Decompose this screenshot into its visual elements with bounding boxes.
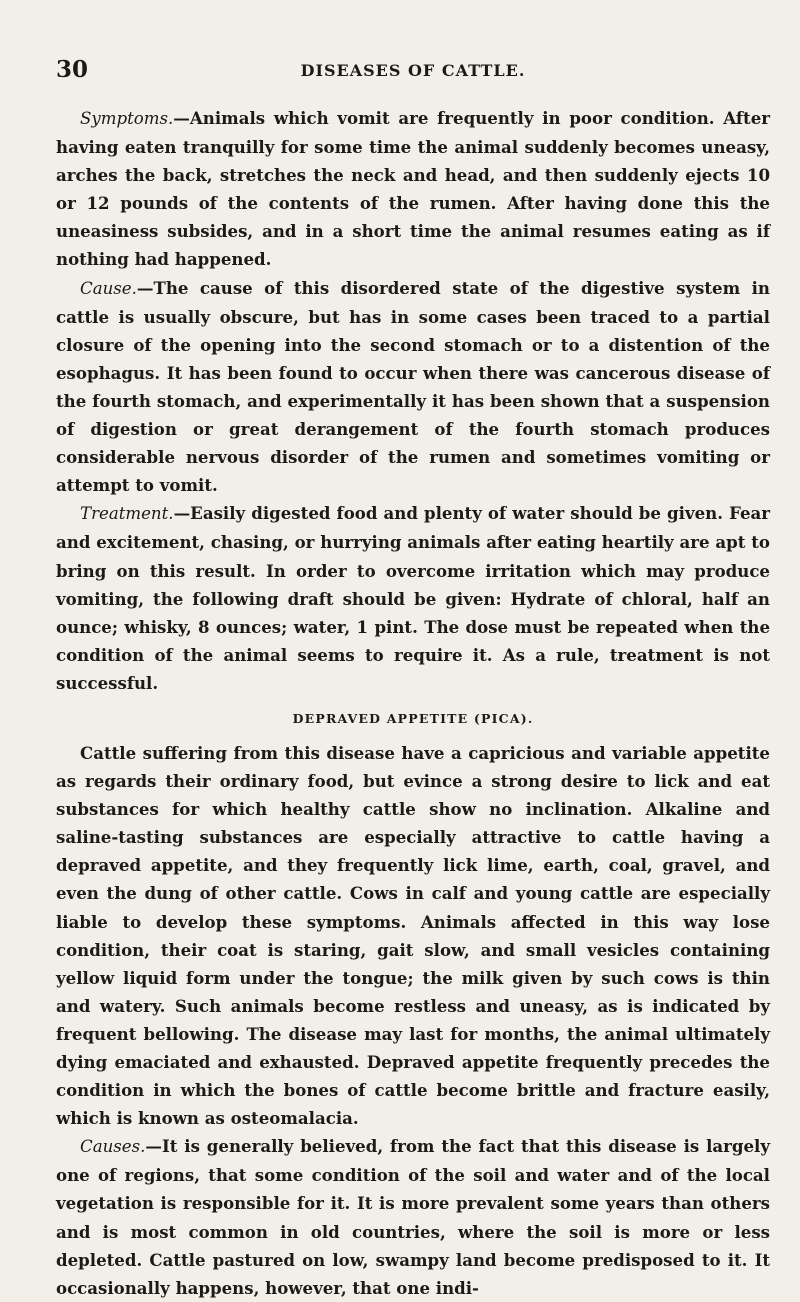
cause-text: —The cause of this disordered state of the digestive system in cattle is usually obscure, but has in some cases been traced to a partial closure of the opening into the second stomach or to a distention of the esophagus. It has been found to occur when there was cancerous disease of the fourth stomach, and experimentally it has been shown that a suspension of digestion or great derangement of the fourth stomach produces considerable nervous disorder of the rumen and sometimes vomiting or attempt to vomit. xyxy=(56,277,770,496)
cause-label: Cause. xyxy=(80,278,137,298)
page-number: 30 xyxy=(56,56,89,83)
causes-label: Causes. xyxy=(80,1137,146,1157)
vomiting-section xyxy=(56,104,770,697)
pica-section xyxy=(56,739,770,1302)
symptoms-text: —Animals which vomit are frequently in poor condition. After having eaten tranquilly for some time the animal suddenly becomes uneasy, arches the back, stretches the neck and head, and then suddenly ejects 10 or 12 pounds of the contents of the rumen. After having done this the uneasiness subsides, and in a short time the animal resumes eating as if nothing had happened. xyxy=(56,108,770,270)
symptoms-paragraph xyxy=(56,104,770,274)
book-page xyxy=(56,52,770,1302)
pica-heading: DEPRAVED APPETITE (PICA). xyxy=(292,710,534,726)
running-head xyxy=(56,52,770,92)
running-title: DISEASES OF CATTLE. xyxy=(300,61,526,80)
cause-paragraph xyxy=(56,274,770,500)
treatment-paragraph xyxy=(56,499,770,697)
treatment-text: —Easily digested food and plenty of water should be given. Fear and excitement, chasing, or hurrying animals after eating heartily are apt to bring on this result. In order to overcome irritation which may produce vomiting, the following draft should be given: Hydrate of chloral, half an ounce; whisky, 8 ounces; water, 1 pint. The dose must be repeated when the condition of the animal seems to require it. As a rule, treatment is not successful. xyxy=(56,503,770,693)
symptoms-label: Symptoms. xyxy=(80,109,174,128)
treatment-label: Treatment. xyxy=(80,504,174,524)
causes-paragraph xyxy=(56,1132,770,1302)
pica-intro-paragraph: Cattle suffering from this disease have a capricious and variable appetite as regards their ordinary food, but evince a strong desire to lick and eat substances for which healthy cattle show no inclination. Alkaline and saline-tasting substances are especially attractive to cattle having a depraved appetite, and they frequently lick lime, earth, coal, gravel, and even the dung of other cattle. Cows in calf and young cattle are especially liable to develop these symptoms. Animals affected in this way lose condition, their coat is staring, gait slow, and small vesicles containing yellow liquid form under the tongue; the milk given by such cows is thin and watery. Such animals become restless and uneasy, as is indicated by frequent bellowing. The disease may last for months, the animal ultimately dying emaciated and exhausted. Depraved appetite frequently precedes the condition in which the bones of cattle become brittle and fracture easily, which is known as osteomalacia. xyxy=(56,742,770,1129)
causes-text: —It is generally believed, from the fact that this disease is largely one of regions, that some condition of the soil and water and of the local vegetation is responsible for it. It is more prevalent some years than others and is most common in old countries, where the soil is more or less depleted. Cattle pastured on low, swampy land become predisposed to it. It occasionally happens, however, that one indi- xyxy=(56,1136,770,1298)
